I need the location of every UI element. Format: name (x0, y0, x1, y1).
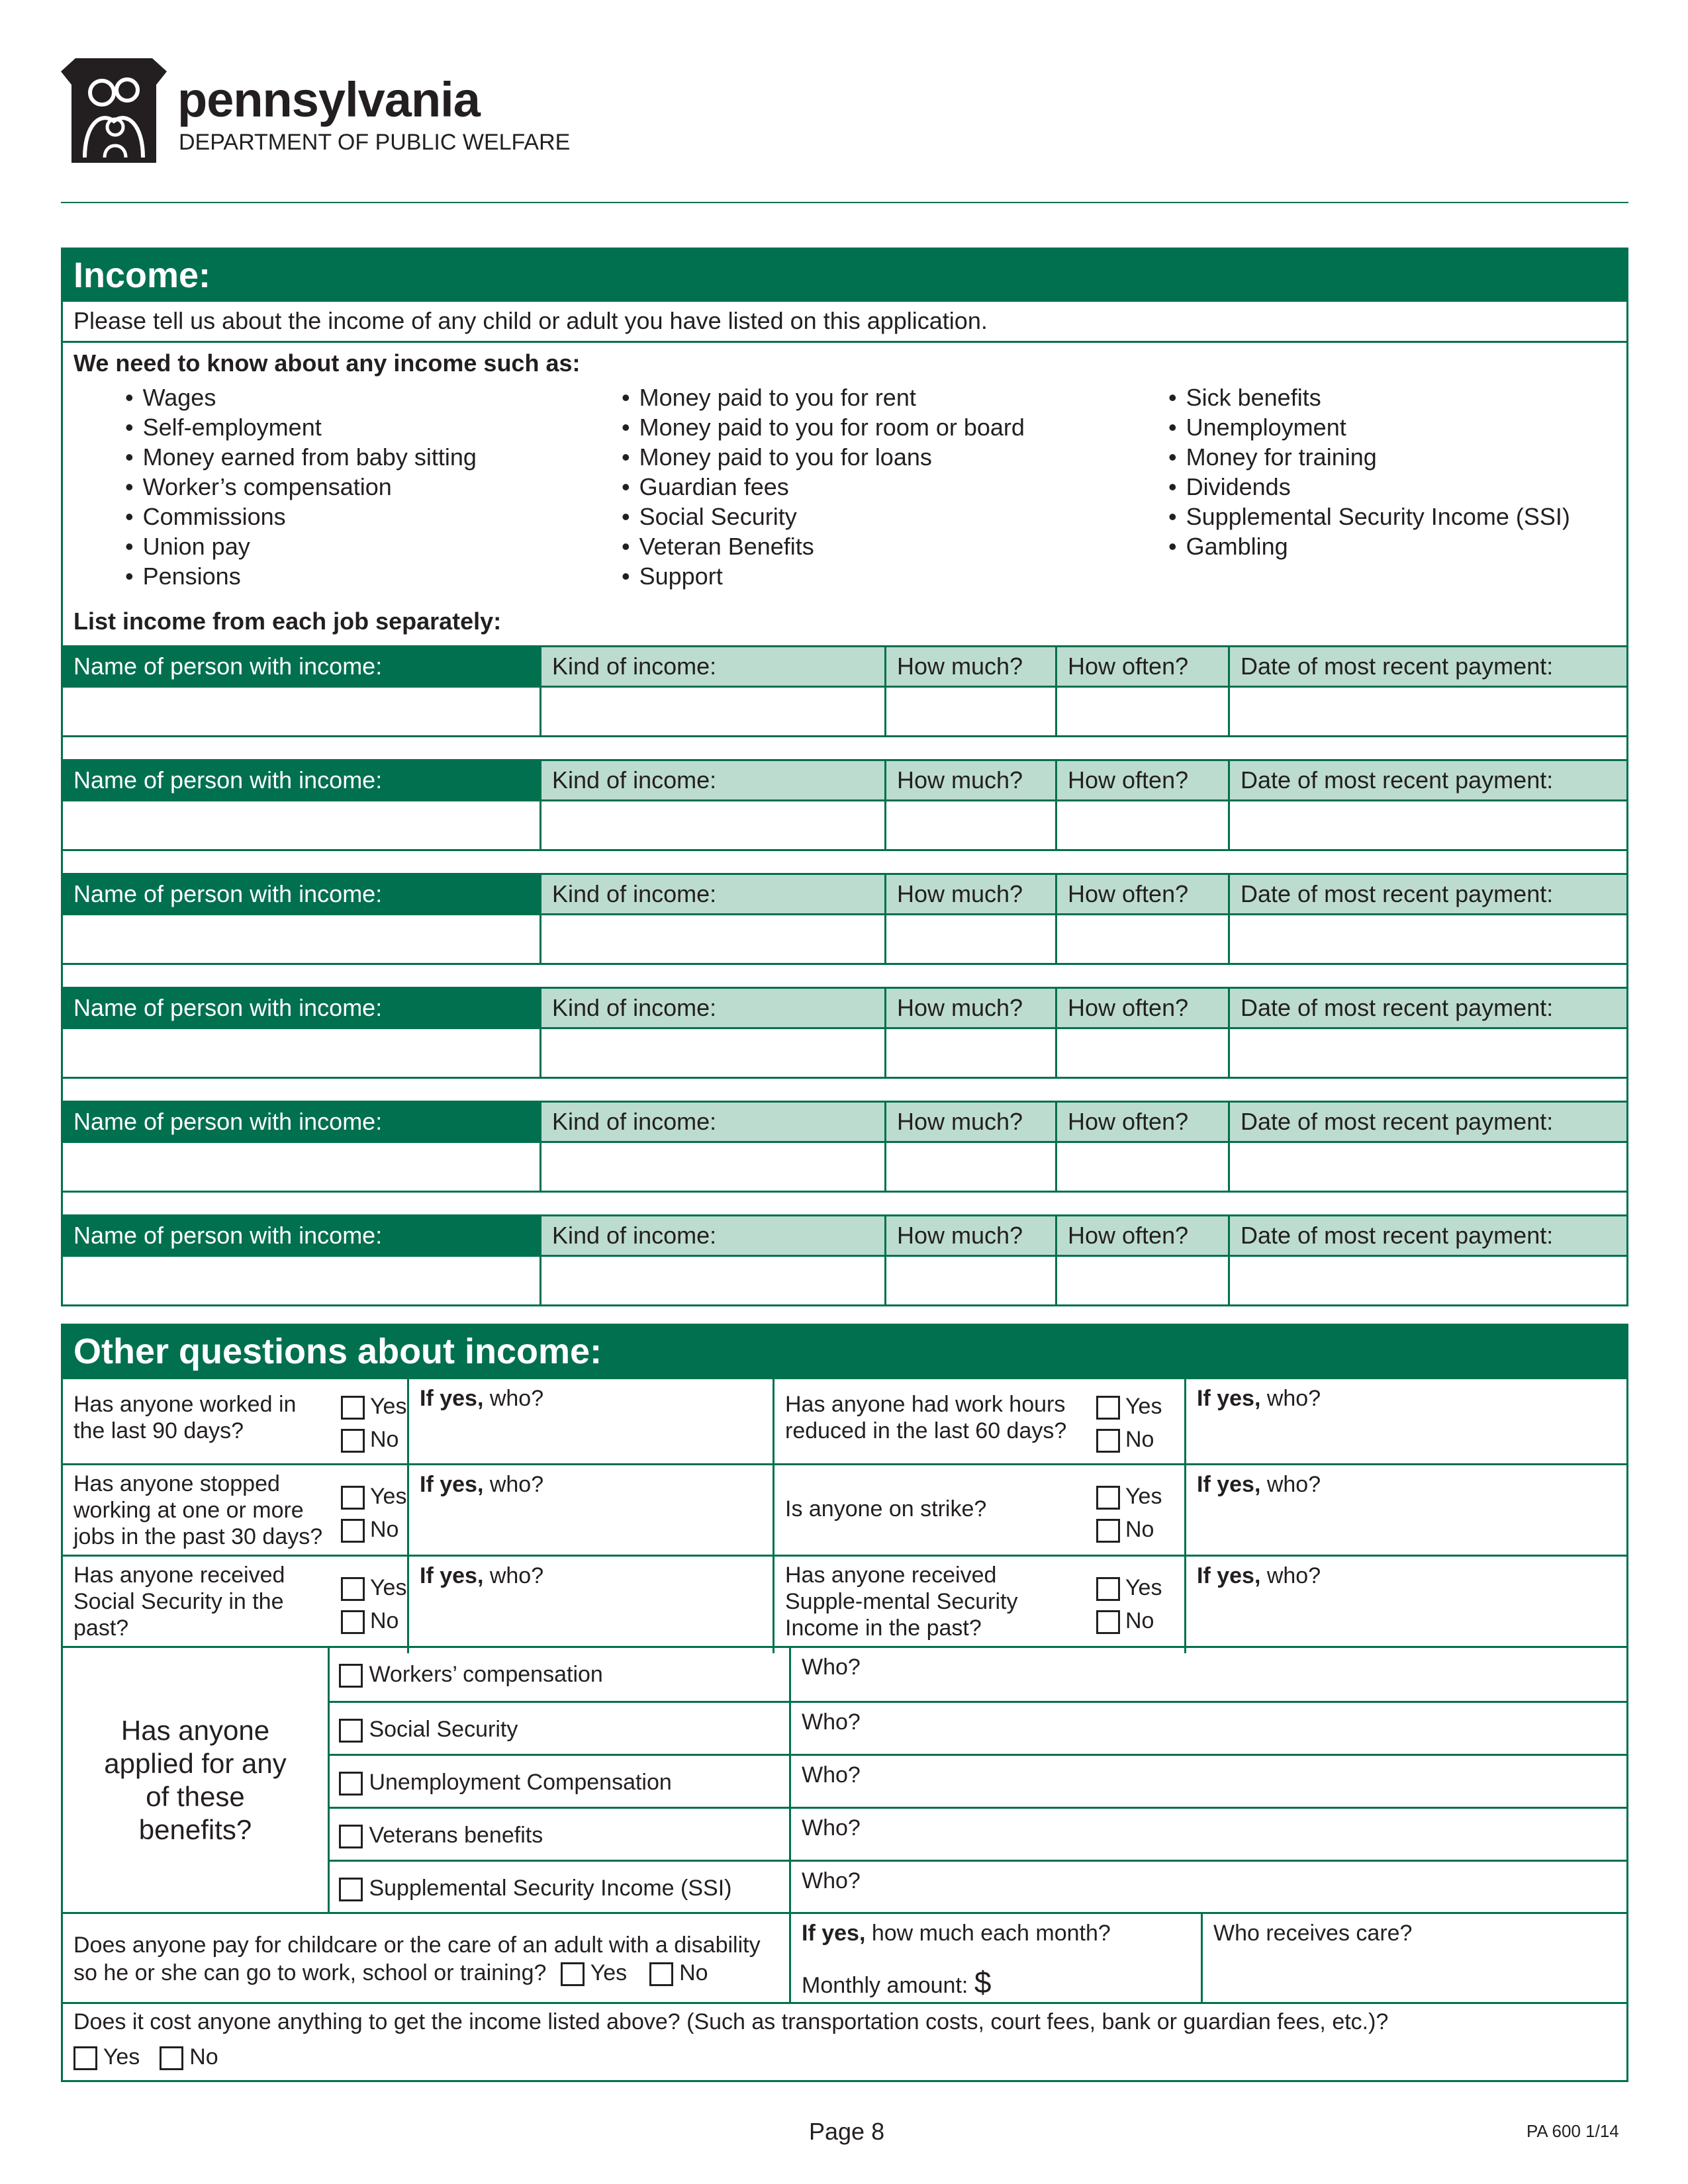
date-header: Date of most recent payment: (1230, 761, 1626, 799)
no-label: No (1125, 1608, 1154, 1633)
yes-label: Yes (370, 1484, 407, 1509)
no-label: No (370, 1608, 399, 1633)
no-checkbox[interactable] (341, 1519, 365, 1543)
benefit-option (330, 1860, 789, 1913)
monthly-amount-field[interactable] (791, 1914, 1203, 2002)
income-type-column-2 (622, 383, 1025, 591)
kind-header: Kind of income: (541, 989, 886, 1027)
if-yes-label: If yes, (420, 1386, 484, 1411)
benefit-label: Supplemental Security Income (SSI) (369, 1876, 732, 1901)
who-label: who? (1260, 1386, 1321, 1411)
no-label: No (1125, 1427, 1154, 1452)
how-much-field[interactable] (886, 801, 1057, 849)
row-spacer (63, 849, 1626, 873)
how-much-header: How much? (886, 1216, 1057, 1255)
row-spacer (63, 1191, 1626, 1214)
yes-no-group (341, 1480, 406, 1546)
childcare-question: Does anyone pay for childcare or the care of an adult with a disability so he or she can go to work, school or training? (73, 1933, 761, 1985)
veterans-checkbox[interactable] (339, 1825, 363, 1848)
name-header: Name of person with income: (63, 875, 541, 913)
if-yes-label: If yes, (420, 1472, 484, 1497)
how-much-field[interactable] (886, 1257, 1057, 1304)
how-often-header: How often? (1057, 1216, 1230, 1255)
list-item: • Commissions (125, 502, 477, 531)
no-label: No (370, 1427, 399, 1452)
how-much-field[interactable] (886, 1143, 1057, 1191)
date-field[interactable] (1230, 915, 1626, 963)
row-spacer (63, 735, 1626, 759)
benefit-option (330, 1754, 789, 1807)
benefit-option (330, 1807, 789, 1860)
kind-field[interactable] (541, 801, 886, 849)
income-need-label: We need to know about any income such as: (73, 349, 581, 377)
no-label: No (679, 1960, 708, 1985)
how-much-header: How much? (886, 761, 1057, 799)
yes-checkbox[interactable] (341, 1577, 365, 1601)
benefit-label: Veterans benefits (369, 1823, 543, 1848)
no-label: No (370, 1517, 399, 1542)
income-cost-row (63, 2002, 1626, 2080)
income-type-column-3 (1168, 383, 1570, 561)
list-item: • Money paid to you for rent (622, 383, 1025, 412)
benefit-checkbox-column (330, 1648, 791, 1913)
list-item: • Union pay (125, 531, 477, 561)
who-label: who? (483, 1472, 544, 1497)
kind-header: Kind of income: (541, 875, 886, 913)
date-field[interactable] (1230, 1143, 1626, 1191)
if-yes-who-field[interactable] (1186, 1465, 1626, 1562)
yes-label: Yes (103, 2044, 140, 2070)
who-receives-label: Who receives care? (1213, 1921, 1413, 1946)
childcare-question-cell (63, 1914, 791, 2002)
list-item: • Unemployment (1168, 412, 1570, 442)
kind-field[interactable] (541, 1143, 886, 1191)
if-yes-who-field[interactable] (1186, 1379, 1626, 1463)
job-entry-row (63, 1141, 1626, 1191)
date-field[interactable] (1230, 1257, 1626, 1304)
question-row (63, 1555, 1626, 1646)
name-field[interactable] (63, 801, 541, 849)
date-header: Date of most recent payment: (1230, 647, 1626, 686)
q-social-security-past: Has anyone received Social Security in the past? (73, 1563, 285, 1641)
yes-no-group (341, 1571, 406, 1637)
how-much-header: How much? (886, 647, 1057, 686)
income-section (61, 248, 1628, 1306)
if-yes-label: If yes, (420, 1563, 484, 1588)
if-yes-label: If yes, (1197, 1386, 1261, 1411)
unemployment-checkbox[interactable] (339, 1772, 363, 1796)
how-much-field[interactable] (886, 688, 1057, 735)
kind-header: Kind of income: (541, 1103, 886, 1141)
who-receives-care-field[interactable] (1203, 1914, 1626, 2002)
job-entry-row (63, 913, 1626, 963)
other-income-title: Other questions about income: (63, 1326, 1626, 1377)
list-item: • Veteran Benefits (622, 531, 1025, 561)
date-header: Date of most recent payment: (1230, 875, 1626, 913)
date-field[interactable] (1230, 1029, 1626, 1077)
dollar-sign: $ (974, 1965, 992, 1999)
who-field[interactable]: Who? (791, 1807, 1626, 1860)
list-item: • Money earned from baby sitting (125, 442, 477, 472)
list-item: • Worker’s compensation (125, 472, 477, 502)
job-entry-row (63, 799, 1626, 849)
yes-no-group (341, 1390, 406, 1456)
yes-label: Yes (370, 1575, 407, 1600)
no-checkbox[interactable] (341, 1429, 365, 1453)
q-on-strike: Is anyone on strike? (785, 1496, 987, 1522)
how-much-header: How much? (886, 989, 1057, 1027)
who-field[interactable]: Who? (791, 1860, 1626, 1913)
if-yes-label: If yes, (1197, 1563, 1261, 1588)
list-item: • Dividends (1168, 472, 1570, 502)
income-type-column-1 (125, 383, 477, 591)
workers-comp-checkbox[interactable] (339, 1664, 363, 1688)
income-type-list (73, 383, 1616, 593)
question-cell (63, 1379, 409, 1463)
who-field[interactable]: Who? (791, 1701, 1626, 1754)
date-field[interactable] (1230, 688, 1626, 735)
name-header: Name of person with income: (63, 989, 541, 1027)
if-yes-who-field[interactable] (409, 1465, 774, 1562)
how-often-field[interactable] (1057, 688, 1230, 735)
benefit-label: Workers’ compensation (369, 1662, 603, 1687)
yes-label: Yes (1125, 1394, 1162, 1419)
how-often-field[interactable] (1057, 1257, 1230, 1304)
childcare-row (63, 1912, 1626, 2002)
benefit-label: Social Security (369, 1717, 518, 1742)
yes-checkbox[interactable] (1096, 1577, 1120, 1601)
list-item: • Money paid to you for loans (622, 442, 1025, 472)
form-code: PA 600 1/14 (1526, 2121, 1619, 2141)
how-often-header: How often? (1057, 761, 1230, 799)
job-header-row (63, 1214, 1626, 1255)
date-header: Date of most recent payment: (1230, 1103, 1626, 1141)
other-income-section (61, 1324, 1628, 2082)
no-checkbox[interactable] (341, 1610, 365, 1634)
if-yes-label: If yes, (802, 1921, 866, 1946)
who-label: who? (483, 1563, 544, 1588)
yes-label: Yes (370, 1394, 407, 1419)
who-label: who? (483, 1386, 544, 1411)
no-checkbox[interactable] (1096, 1429, 1120, 1453)
list-item: • Self-employment (125, 412, 477, 442)
page-number: Page 8 (809, 2118, 885, 2145)
q-stopped-working: Has anyone stopped working at one or more jobs in the past 30 days? (73, 1471, 323, 1549)
date-header: Date of most recent payment: (1230, 989, 1626, 1027)
no-checkbox[interactable] (160, 2046, 183, 2070)
list-item: • Wages (125, 383, 477, 412)
income-cost-question: Does it cost anyone anything to get the income listed above? (Such as transportation costs, court fees, bank or guardian fees, etc.)? (73, 2009, 1389, 2034)
list-item: • Money for training (1168, 442, 1570, 472)
job-entry-row (63, 686, 1626, 735)
how-often-field[interactable] (1057, 801, 1230, 849)
list-item: • Sick benefits (1168, 383, 1570, 412)
question-row (63, 1377, 1626, 1463)
how-much-header: How much? (886, 1103, 1057, 1141)
name-header: Name of person with income: (63, 1103, 541, 1141)
if-yes-who-field[interactable] (1186, 1557, 1626, 1653)
job-entry-row (63, 1255, 1626, 1304)
how-much-field[interactable] (886, 915, 1057, 963)
yes-checkbox[interactable] (73, 2046, 97, 2070)
row-spacer (63, 1077, 1626, 1101)
applied-benefits-label: Has anyone applied for any of these benefits? (63, 1648, 330, 1913)
who-field[interactable]: Who? (802, 1655, 861, 1680)
yes-checkbox[interactable] (561, 1962, 585, 1986)
income-list-label: List income from each job separately: (73, 608, 502, 635)
row-spacer (63, 963, 1626, 987)
who-field[interactable]: Who? (791, 1754, 1626, 1807)
kind-field[interactable] (541, 688, 886, 735)
no-checkbox[interactable] (1096, 1519, 1120, 1543)
header (61, 58, 590, 167)
yes-no-group (73, 2044, 1616, 2070)
list-item: • Pensions (125, 561, 477, 591)
name-field[interactable] (63, 1143, 541, 1191)
yes-checkbox[interactable] (341, 1486, 365, 1510)
kind-header: Kind of income: (541, 761, 886, 799)
monthly-amount-label: Monthly amount: (802, 1973, 968, 1998)
how-much-header: How much? (886, 875, 1057, 913)
how-often-field[interactable] (1057, 915, 1230, 963)
list-item: • Supplemental Security Income (SSI) (1168, 502, 1570, 531)
list-item: • Guardian fees (622, 472, 1025, 502)
yes-label: Yes (1125, 1484, 1162, 1509)
benefit-label: Unemployment Compensation (369, 1770, 672, 1795)
header-divider (61, 202, 1628, 203)
question-cell (63, 1465, 409, 1562)
list-item: • Support (622, 561, 1025, 591)
how-much-label: how much each month? (865, 1921, 1111, 1946)
job-header-row (63, 987, 1626, 1027)
kind-field[interactable] (541, 1257, 886, 1304)
how-much-field[interactable] (886, 1029, 1057, 1077)
yes-no-group (1096, 1480, 1162, 1546)
benefit-who-column (791, 1648, 1626, 1913)
department-name: DEPARTMENT OF PUBLIC WELFARE (179, 130, 571, 155)
if-yes-who-field[interactable] (409, 1557, 774, 1653)
name-header: Name of person with income: (63, 761, 541, 799)
if-yes-label: If yes, (1197, 1472, 1261, 1497)
yes-checkbox[interactable] (1096, 1396, 1120, 1420)
social-security-checkbox[interactable] (339, 1719, 363, 1743)
keystone-logo-icon (61, 58, 167, 163)
how-often-header: How often? (1057, 647, 1230, 686)
monthly-amount-line (802, 1964, 991, 2000)
benefit-option (330, 1648, 789, 1701)
who-label: who? (1260, 1472, 1321, 1497)
income-intro-row (63, 300, 1626, 341)
kind-field[interactable] (541, 1029, 886, 1077)
kind-header: Kind of income: (541, 647, 886, 686)
date-header: Date of most recent payment: (1230, 1216, 1626, 1255)
list-item: • Money paid to you for room or board (622, 412, 1025, 442)
list-item: • Social Security (622, 502, 1025, 531)
kind-field[interactable] (541, 915, 886, 963)
yes-no-group (1096, 1571, 1162, 1637)
applied-benefits-block (63, 1646, 1626, 1912)
name-field[interactable] (63, 1029, 541, 1077)
list-item: • Gambling (1168, 531, 1570, 561)
yes-label: Yes (1125, 1575, 1162, 1600)
question-cell (774, 1557, 1186, 1653)
how-often-header: How often? (1057, 989, 1230, 1027)
yes-checkbox[interactable] (341, 1396, 365, 1420)
income-types-row (63, 341, 1626, 645)
income-intro: Please tell us about the income of any child or adult you have listed on this application. (73, 307, 988, 334)
how-often-field[interactable] (1057, 1029, 1230, 1077)
if-yes-who-field[interactable] (409, 1379, 774, 1463)
brand-name: pennsylvania (177, 72, 480, 127)
name-field[interactable] (63, 688, 541, 735)
q-ssi-past: Has anyone received Supple-mental Security Income in the past? (785, 1563, 1018, 1641)
how-often-header: How often? (1057, 1103, 1230, 1141)
job-header-row (63, 759, 1626, 799)
yes-checkbox[interactable] (1096, 1486, 1120, 1510)
question-cell (774, 1379, 1186, 1463)
job-entry-row (63, 1027, 1626, 1077)
no-label: No (1125, 1517, 1154, 1542)
name-field[interactable] (63, 1257, 541, 1304)
income-job-table (63, 645, 1626, 1304)
who-label: who? (1260, 1563, 1321, 1588)
yes-no-group (1096, 1390, 1162, 1456)
how-often-header: How often? (1057, 875, 1230, 913)
q-worked-90-days: Has anyone worked in the last 90 days? (73, 1392, 297, 1443)
job-header-row (63, 873, 1626, 913)
yes-label: Yes (590, 1960, 628, 1985)
question-cell (63, 1557, 409, 1653)
job-header-row (63, 1101, 1626, 1141)
benefit-option (330, 1701, 789, 1754)
job-header-row (63, 645, 1626, 686)
question-cell (774, 1465, 1186, 1562)
date-field[interactable] (1230, 801, 1626, 849)
kind-header: Kind of income: (541, 1216, 886, 1255)
q-hours-reduced: Has anyone had work hours reduced in the last 60 days? (785, 1392, 1067, 1443)
name-header: Name of person with income: (63, 1216, 541, 1255)
ssi-checkbox[interactable] (339, 1878, 363, 1901)
no-checkbox[interactable] (1096, 1610, 1120, 1634)
name-header: Name of person with income: (63, 647, 541, 686)
question-row (63, 1463, 1626, 1555)
name-field[interactable] (63, 915, 541, 963)
how-often-field[interactable] (1057, 1143, 1230, 1191)
no-checkbox[interactable] (649, 1962, 673, 1986)
no-label: No (189, 2044, 218, 2070)
income-title: Income: (63, 250, 1626, 300)
